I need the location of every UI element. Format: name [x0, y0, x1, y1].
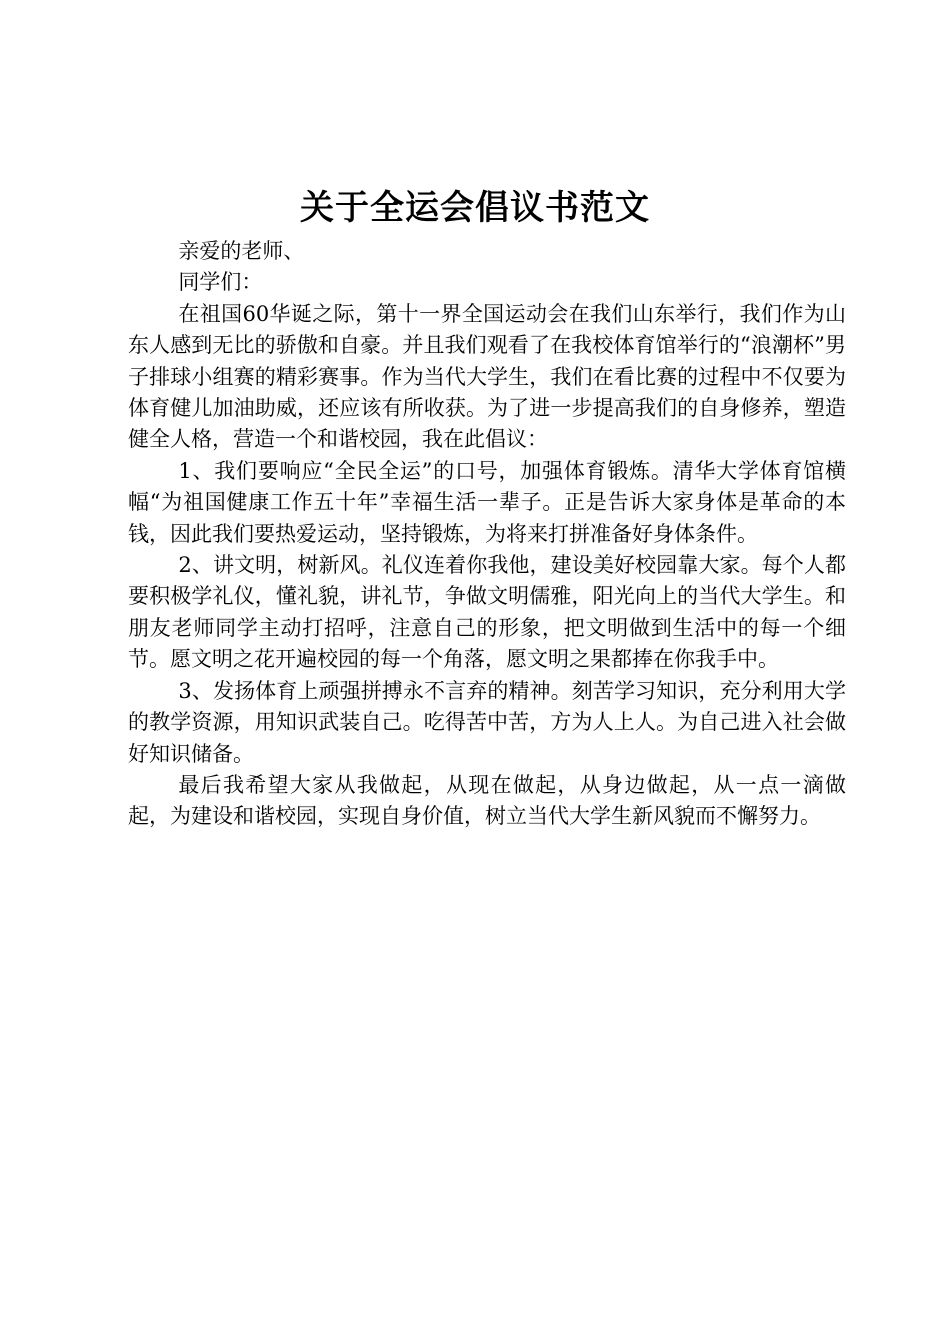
paragraph-item-3: 3、发扬体育上顽强拼搏永不言弃的精神。刻苦学习知识，充分利用大学的教学资源，用知识武装自己。吃得苦中苦，方为人上人。为自己进入社会做好知识储备。: [128, 678, 846, 766]
salutation-line-1: 亲爱的老师、: [178, 239, 305, 263]
paragraph-item-2: 2、讲文明，树新风。礼仪连着你我他，建设美好校园靠大家。每个人都要积极学礼仪，懂礼貌，讲礼节，争做文明儒雅，阳光向上的当代大学生。和朋友老师同学主动打招呼，注意自己的形象，把文明做到生活中的每一个细节。愿文明之花开遍校园的每一个角落，愿文明之果都捧在你我手中。: [128, 553, 846, 672]
document-body: [128, 236, 846, 833]
paragraph-intro: 在祖国60华诞之际，第十一界全国运动会在我们山东举行，我们作为山东人感到无比的骄傲和自豪。并且我们观看了在我校体育馆举行的“浪潮杯”男子排球小组赛的精彩赛事。作为当代大学生，我们在看比赛的过程中不仅要为体育健儿加油助威，还应该有所收获。为了进一步提高我们的自身修养，塑造健全人格，营造一个和谐校园，我在此倡议：: [128, 301, 846, 452]
salutation-line-2: 同学们：: [178, 270, 263, 295]
paragraph-item-1: 1、我们要响应“全民全运”的口号，加强体育锻炼。清华大学体育馆横幅“为祖国健康工作五十年”幸福生活一辈子。正是告诉大家身体是革命的本钱，因此我们要热爱运动，坚持锻炼，为将来打拼准备好身体条件。: [128, 458, 846, 546]
paragraph-closing: 最后我希望大家从我做起，从现在做起，从身边做起，从一点一滴做起，为建设和谐校园，实现自身价值，树立当代大学生新风貌而不懈努力。: [128, 772, 846, 829]
document-title: 关于全运会倡议书范文: [300, 188, 650, 228]
